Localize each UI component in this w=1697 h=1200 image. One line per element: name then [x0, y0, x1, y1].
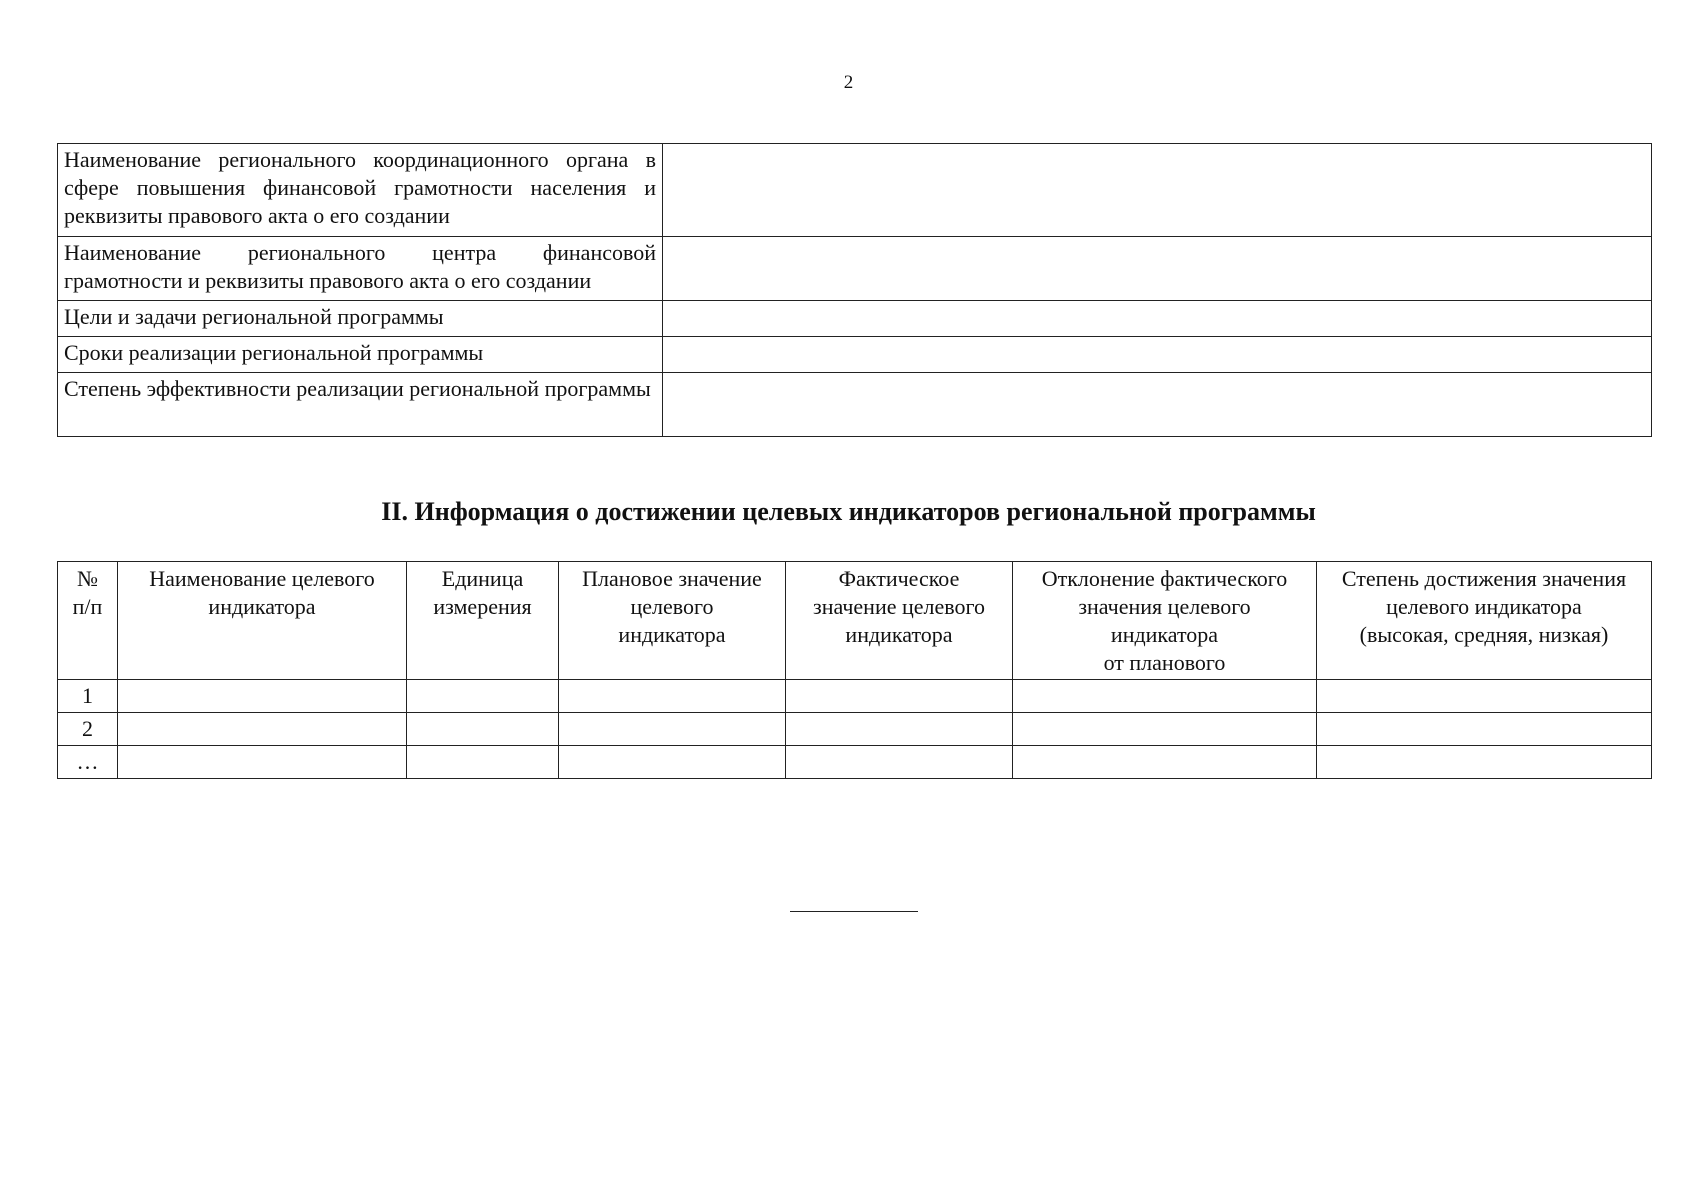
- table-row: [58, 680, 1652, 713]
- closing-rule-divider: [790, 911, 918, 912]
- row-label-timeline: Сроки реализации региональной программы: [58, 337, 663, 373]
- table-cell: [1013, 746, 1317, 779]
- row-value-literacy-center: [663, 237, 1652, 301]
- column-header-deviation: [1013, 562, 1317, 680]
- column-header-achievement-degree: [1317, 562, 1652, 680]
- table-row: [58, 713, 1652, 746]
- indicators-table: [57, 561, 1652, 779]
- row-label-literacy-center: Наименование регионального центра финансовой грамотности и реквизиты правового акта о его создании: [58, 237, 663, 301]
- row-value-coordination-body: [663, 144, 1652, 237]
- table-cell: [118, 746, 407, 779]
- column-header-unit: [407, 562, 559, 680]
- row-number-cell: 1: [58, 680, 118, 713]
- table-cell: [559, 713, 786, 746]
- column-header-label: Степень достижения значения целевого индикатора (высокая, средняя, низкая): [1341, 566, 1627, 647]
- table-row: [58, 301, 1652, 337]
- column-header-label: Фактическое значение целевого индикатора: [813, 566, 985, 647]
- table-cell: [786, 713, 1013, 746]
- table-cell: [1013, 680, 1317, 713]
- table-cell: [118, 680, 407, 713]
- row-label-goals: Цели и задачи региональной программы: [58, 301, 663, 337]
- table-cell: [559, 680, 786, 713]
- table-cell: [1013, 713, 1317, 746]
- column-header-actual-value: [786, 562, 1013, 680]
- column-header-label: Единица измерения: [433, 566, 532, 619]
- section-heading: II. Информация о достижении целевых индикаторов региональной программы: [381, 497, 1316, 526]
- passport-table: [57, 143, 1652, 437]
- page-number: 2: [843, 72, 854, 93]
- table-cell: [1317, 713, 1652, 746]
- column-header-indicator-name: [118, 562, 407, 680]
- table-row: [58, 237, 1652, 301]
- table-header-row: [58, 562, 1652, 680]
- table-cell: [118, 713, 407, 746]
- table-cell: [407, 680, 559, 713]
- table-cell: [786, 746, 1013, 779]
- row-value-efficiency: [663, 373, 1652, 437]
- row-value-timeline: [663, 337, 1652, 373]
- column-header-planned-value: [559, 562, 786, 680]
- table-row: [58, 373, 1652, 437]
- row-number-cell: …: [58, 746, 118, 779]
- table-cell: [786, 680, 1013, 713]
- table-cell: [1317, 680, 1652, 713]
- table-row: [58, 337, 1652, 373]
- table-row: [58, 144, 1652, 237]
- column-header-label: Отклонение фактического значения целевого индикатора от планового: [1041, 566, 1288, 675]
- table-cell: [1317, 746, 1652, 779]
- table-cell: [559, 746, 786, 779]
- row-number-cell: 2: [58, 713, 118, 746]
- table-cell: [407, 746, 559, 779]
- column-header-number: [58, 562, 118, 680]
- row-label-coordination-body: Наименование регионального координационного органа в сфере повышения финансовой грамотности населения и реквизиты правового акта о его создании: [58, 144, 663, 237]
- row-value-goals: [663, 301, 1652, 337]
- table-cell: [407, 713, 559, 746]
- column-header-label: Наименование целевого индикатора: [149, 566, 375, 619]
- table-row: [58, 746, 1652, 779]
- column-header-label: № п/п: [72, 566, 103, 619]
- row-label-efficiency: Степень эффективности реализации региональной программы: [58, 373, 663, 437]
- column-header-label: Плановое значение целевого индикатора: [582, 566, 762, 647]
